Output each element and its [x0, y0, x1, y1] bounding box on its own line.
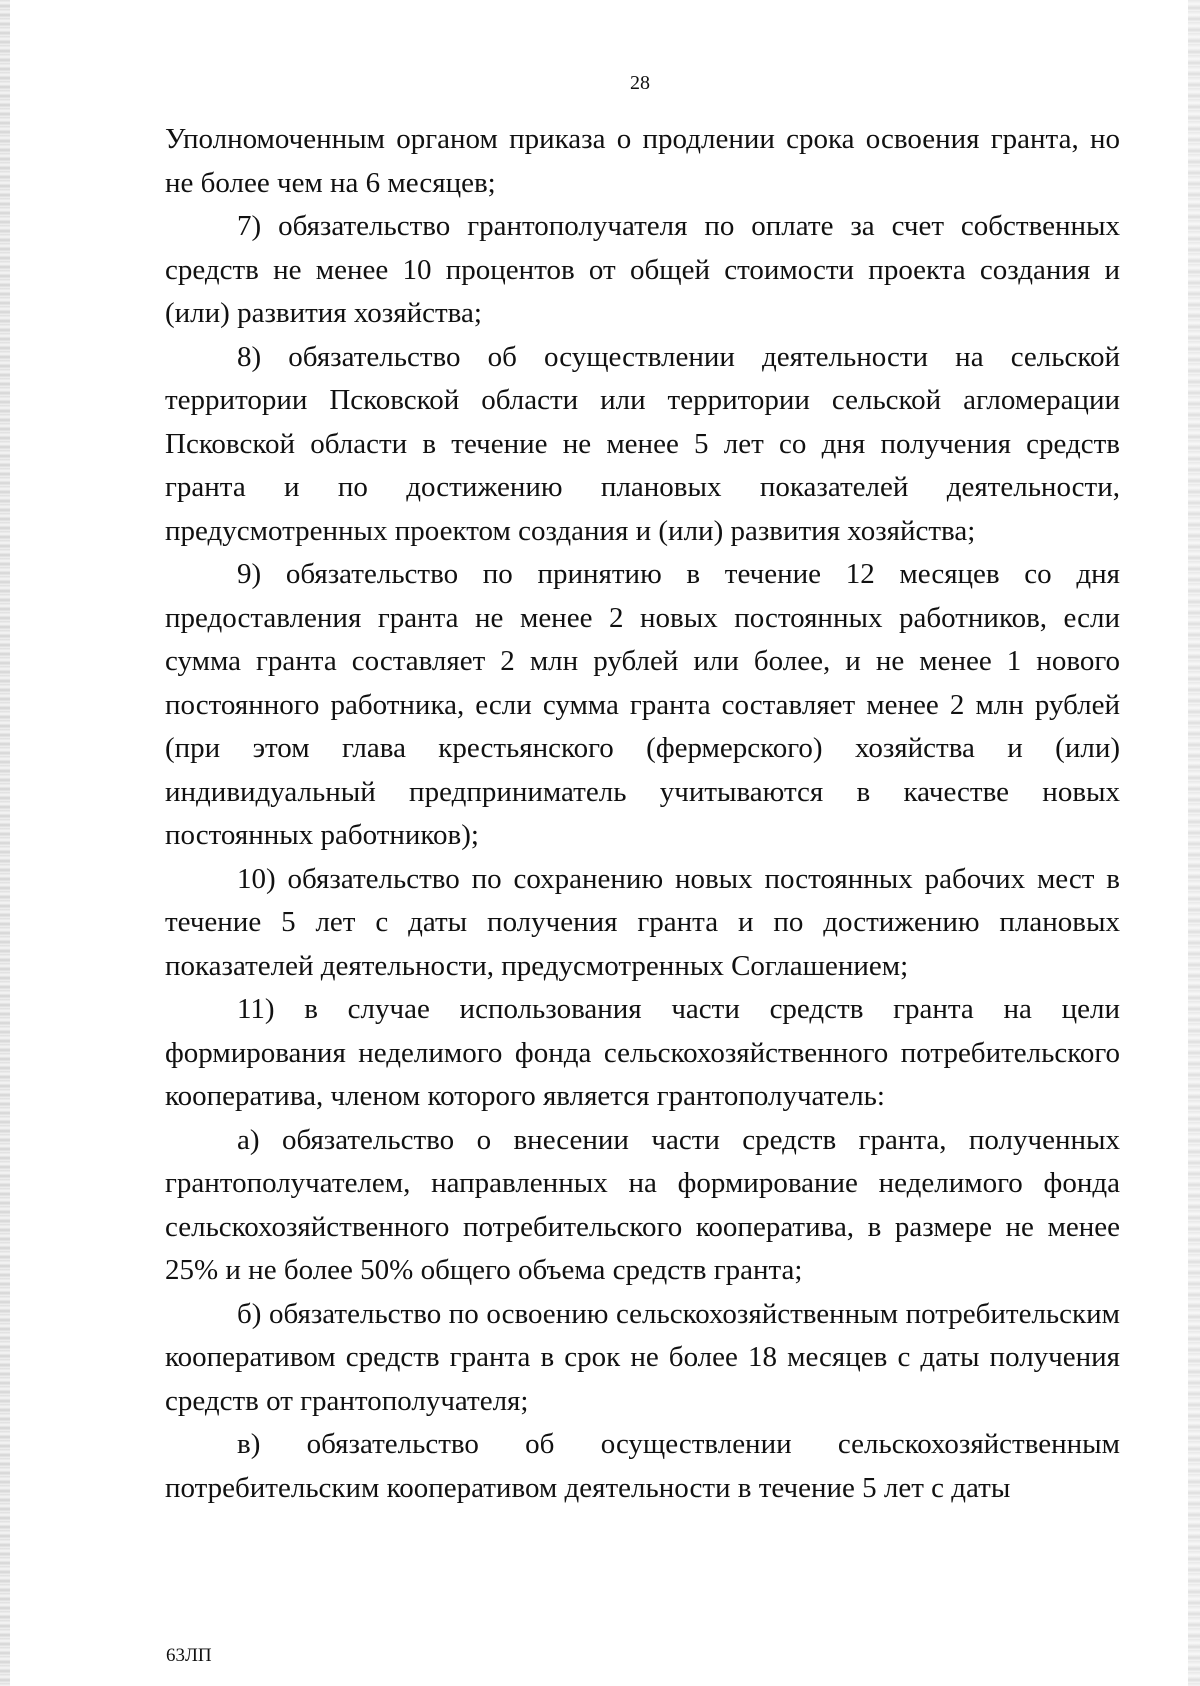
paragraph-continuation: Уполномоченным органом приказа о продлении срока освоения гранта, но не более чем на 6 месяцев;	[165, 123, 1120, 199]
paragraph-item-8: 8) обязательство об осуществлении деятельности на сельской территории Псковской области или территории сельской агломерации Псковской области в течение не менее 5 лет со дня получения средств гранта и по достижению плановых показателей деятельности, предусмотренных проектом создания и (или) развития хозяйства;	[165, 340, 1120, 547]
page-number: 28	[630, 72, 650, 94]
paragraph-subitem-v: в) обязательство об осуществлении сельскохозяйственным потребительским кооперативом деятельности в течение 5 лет с даты	[165, 1428, 1120, 1504]
document-body	[165, 118, 1120, 1510]
paragraph-subitem-a: а) обязательство о внесении части средств гранта, полученных грантополучателем, направленных на формирование неделимого фонда сельскохозяйственного потребительского кооператива, в размере не менее 25% и не более 50% общего объема средств гранта;	[165, 1123, 1120, 1286]
paragraph-item-11: 11) в случае использования части средств гранта на цели формирования неделимого фонда сельскохозяйственного потребительского кооператива, членом которого является грантополучатель:	[165, 993, 1120, 1112]
footer-document-code: 63ЛП	[166, 1645, 212, 1666]
scan-right-edge	[1188, 0, 1200, 1686]
paragraph-item-7: 7) обязательство грантополучателя по оплате за счет собственных средств не менее 10 процентов от общей стоимости проекта создания и (или) развития хозяйства;	[165, 210, 1120, 329]
paragraph-item-9: 9) обязательство по принятию в течение 12 месяцев со дня предоставления гранта не менее 2 новых постоянных работников, если сумма гранта составляет 2 млн рублей или более, и не менее 1 нового постоянного работника, если сумма гранта составляет менее 2 млн рублей (при этом глава крестьянского (фермерского) хозяйства и (или) индивидуальный предприниматель учитываются в качестве новых постоянных работников);	[165, 558, 1120, 851]
paragraph-item-10: 10) обязательство по сохранению новых постоянных рабочих мест в течение 5 лет с даты получения гранта и по достижению плановых показателей деятельности, предусмотренных Соглашением;	[165, 862, 1120, 982]
paragraph-subitem-b: б) обязательство по освоению сельскохозяйственным потребительским кооперативом средств гранта в срок не более 18 месяцев с даты получения средств от грантополучателя;	[165, 1297, 1120, 1417]
scan-left-edge	[0, 0, 10, 1686]
